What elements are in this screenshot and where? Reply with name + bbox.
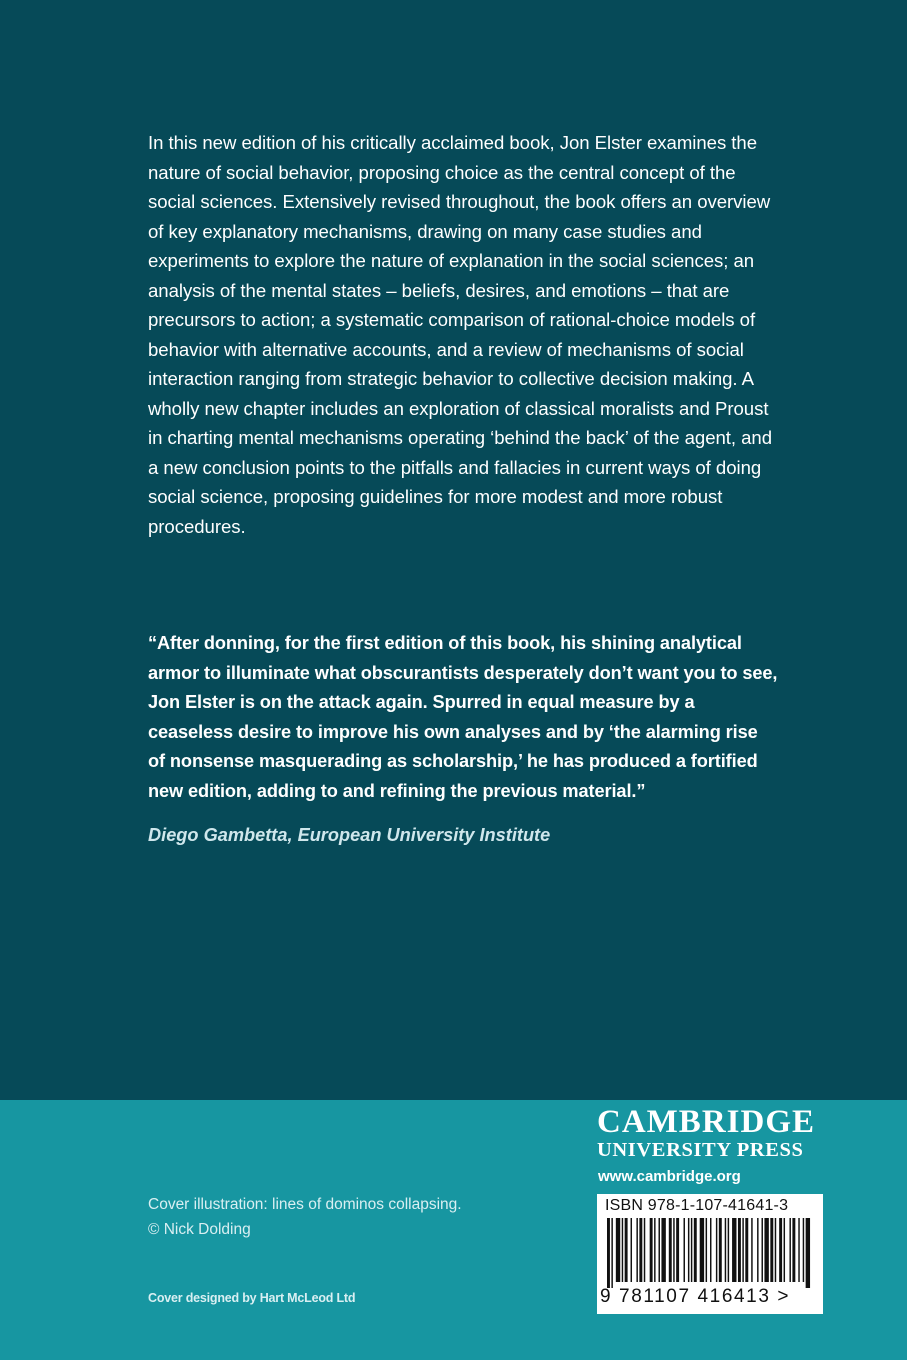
designer-credit: Cover designed by Hart McLeod Ltd	[148, 1291, 356, 1305]
barcode-bar	[639, 1218, 642, 1282]
barcode-bar	[719, 1218, 722, 1282]
barcode-bar	[650, 1218, 653, 1282]
publisher-subname: UNIVERSITY PRESS	[597, 1139, 804, 1161]
illustration-copyright-line: © Nick Dolding	[148, 1221, 251, 1238]
illustration-credit-line: Cover illustration: lines of dominos collapsing.	[148, 1196, 462, 1213]
barcode-bar	[700, 1218, 704, 1282]
barcode-bar	[631, 1218, 632, 1282]
barcode-bar	[798, 1218, 799, 1282]
publisher-url: www.cambridge.org	[598, 1168, 741, 1185]
barcode-bar	[792, 1218, 795, 1282]
barcode-bars	[607, 1218, 813, 1288]
cover-illustration-credit	[148, 1192, 568, 1242]
barcode-bar	[622, 1218, 623, 1282]
endorsement-quote: “After donning, for the first edition of this book, his shining analytical armor to illuminate what obscurantists desperately don’t want you to see, Jon Elster is on the attack again. Spurred in equal measure by a ceaseless desire to improve his own analyses and by ‘the alarming rise of nonsense masquerading as scholarship,’ he has produced a fortified new edition, adding to and refining the previous material.”	[148, 633, 778, 801]
barcode-bar	[757, 1218, 758, 1282]
barcode-bar	[607, 1218, 610, 1288]
barcode-bar	[762, 1218, 763, 1282]
isbn-barcode	[597, 1194, 823, 1314]
barcode-bar	[676, 1218, 679, 1282]
barcode-bar	[688, 1218, 689, 1282]
barcode-bar	[806, 1218, 810, 1288]
barcode-bar	[803, 1218, 804, 1282]
barcode-bar	[738, 1218, 741, 1282]
barcode-bar	[659, 1218, 660, 1282]
barcode-bar	[784, 1218, 785, 1282]
barcode-bar	[728, 1218, 729, 1282]
barcode-bar	[661, 1218, 665, 1282]
barcode-bar	[644, 1218, 645, 1282]
barcode-bar	[694, 1218, 697, 1282]
barcode-bar	[775, 1218, 776, 1282]
barcode-bar	[725, 1218, 726, 1282]
endorsement-attribution: Diego Gambetta, European University Institute	[148, 825, 551, 845]
barcode-bar	[789, 1218, 790, 1282]
barcode-bar	[716, 1218, 717, 1282]
book-description: In this new edition of his critically acclaimed book, Jon Elster examines the nature of social behavior, proposing choice as the central concept of the social sciences. Extensively revised throughout, the book offers an overview of key explanatory mechanisms, drawing on many case studies and experiments to explore the nature of explanation in the social sciences; an analysis of the mental states – beliefs, desires, and emotions – that are precursors to action; a systematic comparison of rational-choice models of behavior with alternative accounts, and a review of mechanisms of social interaction ranging from strategic behavior to collective decision making. A wholly new chapter includes an exploration of classical moralists and Proust in charting mental mechanisms operating ‘behind the back’ of the agent, and a new conclusion points to the pitfalls and fallacies in current ways of doing social science, proposing guidelines for more modest and more robust procedures.	[148, 132, 773, 537]
barcode-bar	[751, 1218, 752, 1282]
barcode-bar	[673, 1218, 674, 1282]
isbn-label: ISBN 978-1-107-41641-3	[605, 1197, 789, 1214]
barcode-bar	[779, 1218, 782, 1282]
barcode-bar	[625, 1218, 628, 1282]
barcode-bar	[732, 1218, 736, 1282]
barcode-bar	[710, 1218, 711, 1282]
publisher-name: CAMBRIDGE	[597, 1104, 816, 1140]
barcode-bar	[636, 1218, 637, 1282]
barcode-bar	[654, 1218, 655, 1282]
barcode-bar	[616, 1218, 620, 1282]
barcode-bar	[745, 1218, 748, 1282]
barcode-bar	[706, 1218, 707, 1282]
barcode-bar	[669, 1218, 672, 1282]
barcode-bar	[764, 1218, 768, 1282]
barcode-bar	[611, 1218, 612, 1288]
publisher-logo	[597, 1104, 837, 1161]
barcode-bar	[742, 1218, 743, 1282]
barcode-bar	[691, 1218, 692, 1282]
barcode-bar	[684, 1218, 685, 1282]
barcode-digits: 9 781107 416413 >	[600, 1286, 791, 1307]
barcode-bar	[770, 1218, 773, 1282]
